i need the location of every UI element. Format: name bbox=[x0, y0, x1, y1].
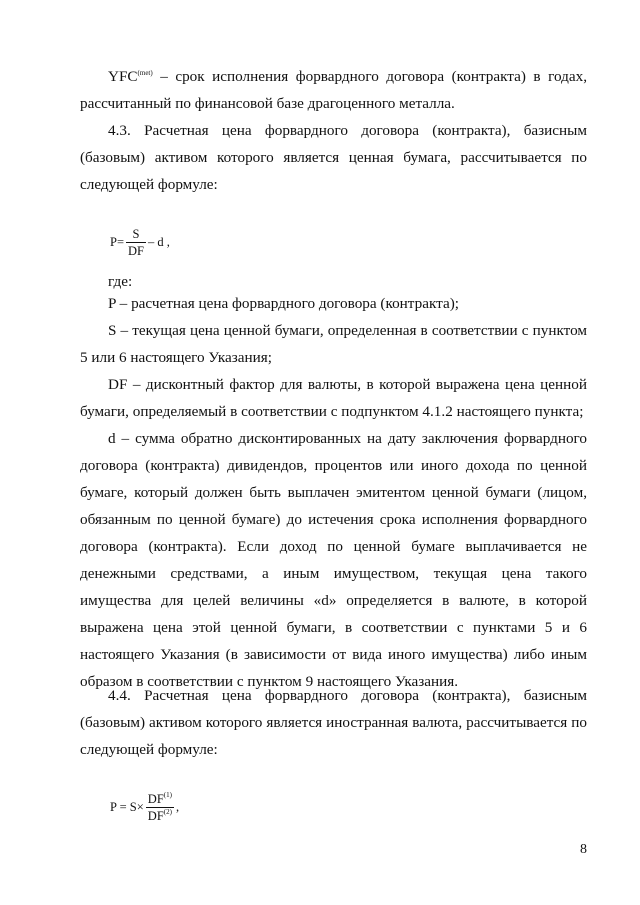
formula2-fraction bbox=[146, 793, 174, 822]
formula-currency-price bbox=[110, 793, 179, 822]
formula1-lhs: P= bbox=[110, 235, 125, 250]
paragraph-4-3: 4.3. Расчетная цена форвардного договора (контракта), базисным (базовым) активом которого является ценная бумага, рассчитывается по следующей формуле: bbox=[80, 122, 587, 193]
formula1-denominator: DF bbox=[128, 243, 144, 258]
page-number: 8 bbox=[580, 842, 587, 857]
where-label: где: bbox=[108, 273, 133, 290]
formula2-numerator: DF$^{(1)}$ bbox=[147, 791, 172, 806]
paragraph-4-4: 4.4. Расчетная цена форвардного договора (контракта), базисным (базовым) активом которого является иностранная валюта, рассчитывается по следующей формуле: bbox=[80, 687, 587, 758]
yfc-term: $YFC^{(met)}$ bbox=[108, 68, 153, 85]
formula1-fraction bbox=[126, 228, 146, 257]
definition-p: P – расчетная цена форвардного договора (контракта); bbox=[108, 295, 459, 312]
formula1-numerator: S bbox=[132, 227, 140, 241]
yfc-text: – срок исполнения форвардного договора (контракта) в годах, рассчитанный по финансовой базе драгоценного металла. bbox=[80, 68, 587, 112]
formula2-denominator: DF$^{(2)}$ bbox=[147, 807, 172, 823]
yfc-definition bbox=[80, 63, 587, 117]
formula-security-price bbox=[110, 228, 170, 257]
formula2-tail: , bbox=[175, 800, 180, 815]
definition-df: DF – дисконтный фактор для валюты, в которой выражена цена ценной бумаги, определяемый в соответствии с подпунктом 4.1.2 настоящего пункта; bbox=[80, 376, 587, 420]
formula2-lhs: P = S× bbox=[110, 800, 144, 815]
formula1-tail: – d , bbox=[148, 235, 170, 250]
definition-d: d – сумма обратно дисконтированных на дату заключения форвардного договора (контракта) дивидендов, процентов или иного дохода по ценной бумаге, который должен быть выплачен эмитентом ценной бумаги (лицом, обязанным по ценной бумаге) до истечения срока исполнения форвардного договора (контракта). Если доход по ценной бумаге выплачивается не денежными средствами, а иным имуществом, текущая цена такого имущества для целей величины «d» определяется в валюте, в которой выражена цена этой ценной бумаги, в соответствии с пунктами 5 и 6 настоящего Указания (в зависимости от вида иного имущества) либо иным образом в соответствии с пунктом 9 настоящего Указания. bbox=[80, 430, 587, 690]
definition-s: S – текущая цена ценной бумаги, определенная в соответствии с пунктом 5 или 6 настоящего Указания; bbox=[80, 322, 587, 366]
